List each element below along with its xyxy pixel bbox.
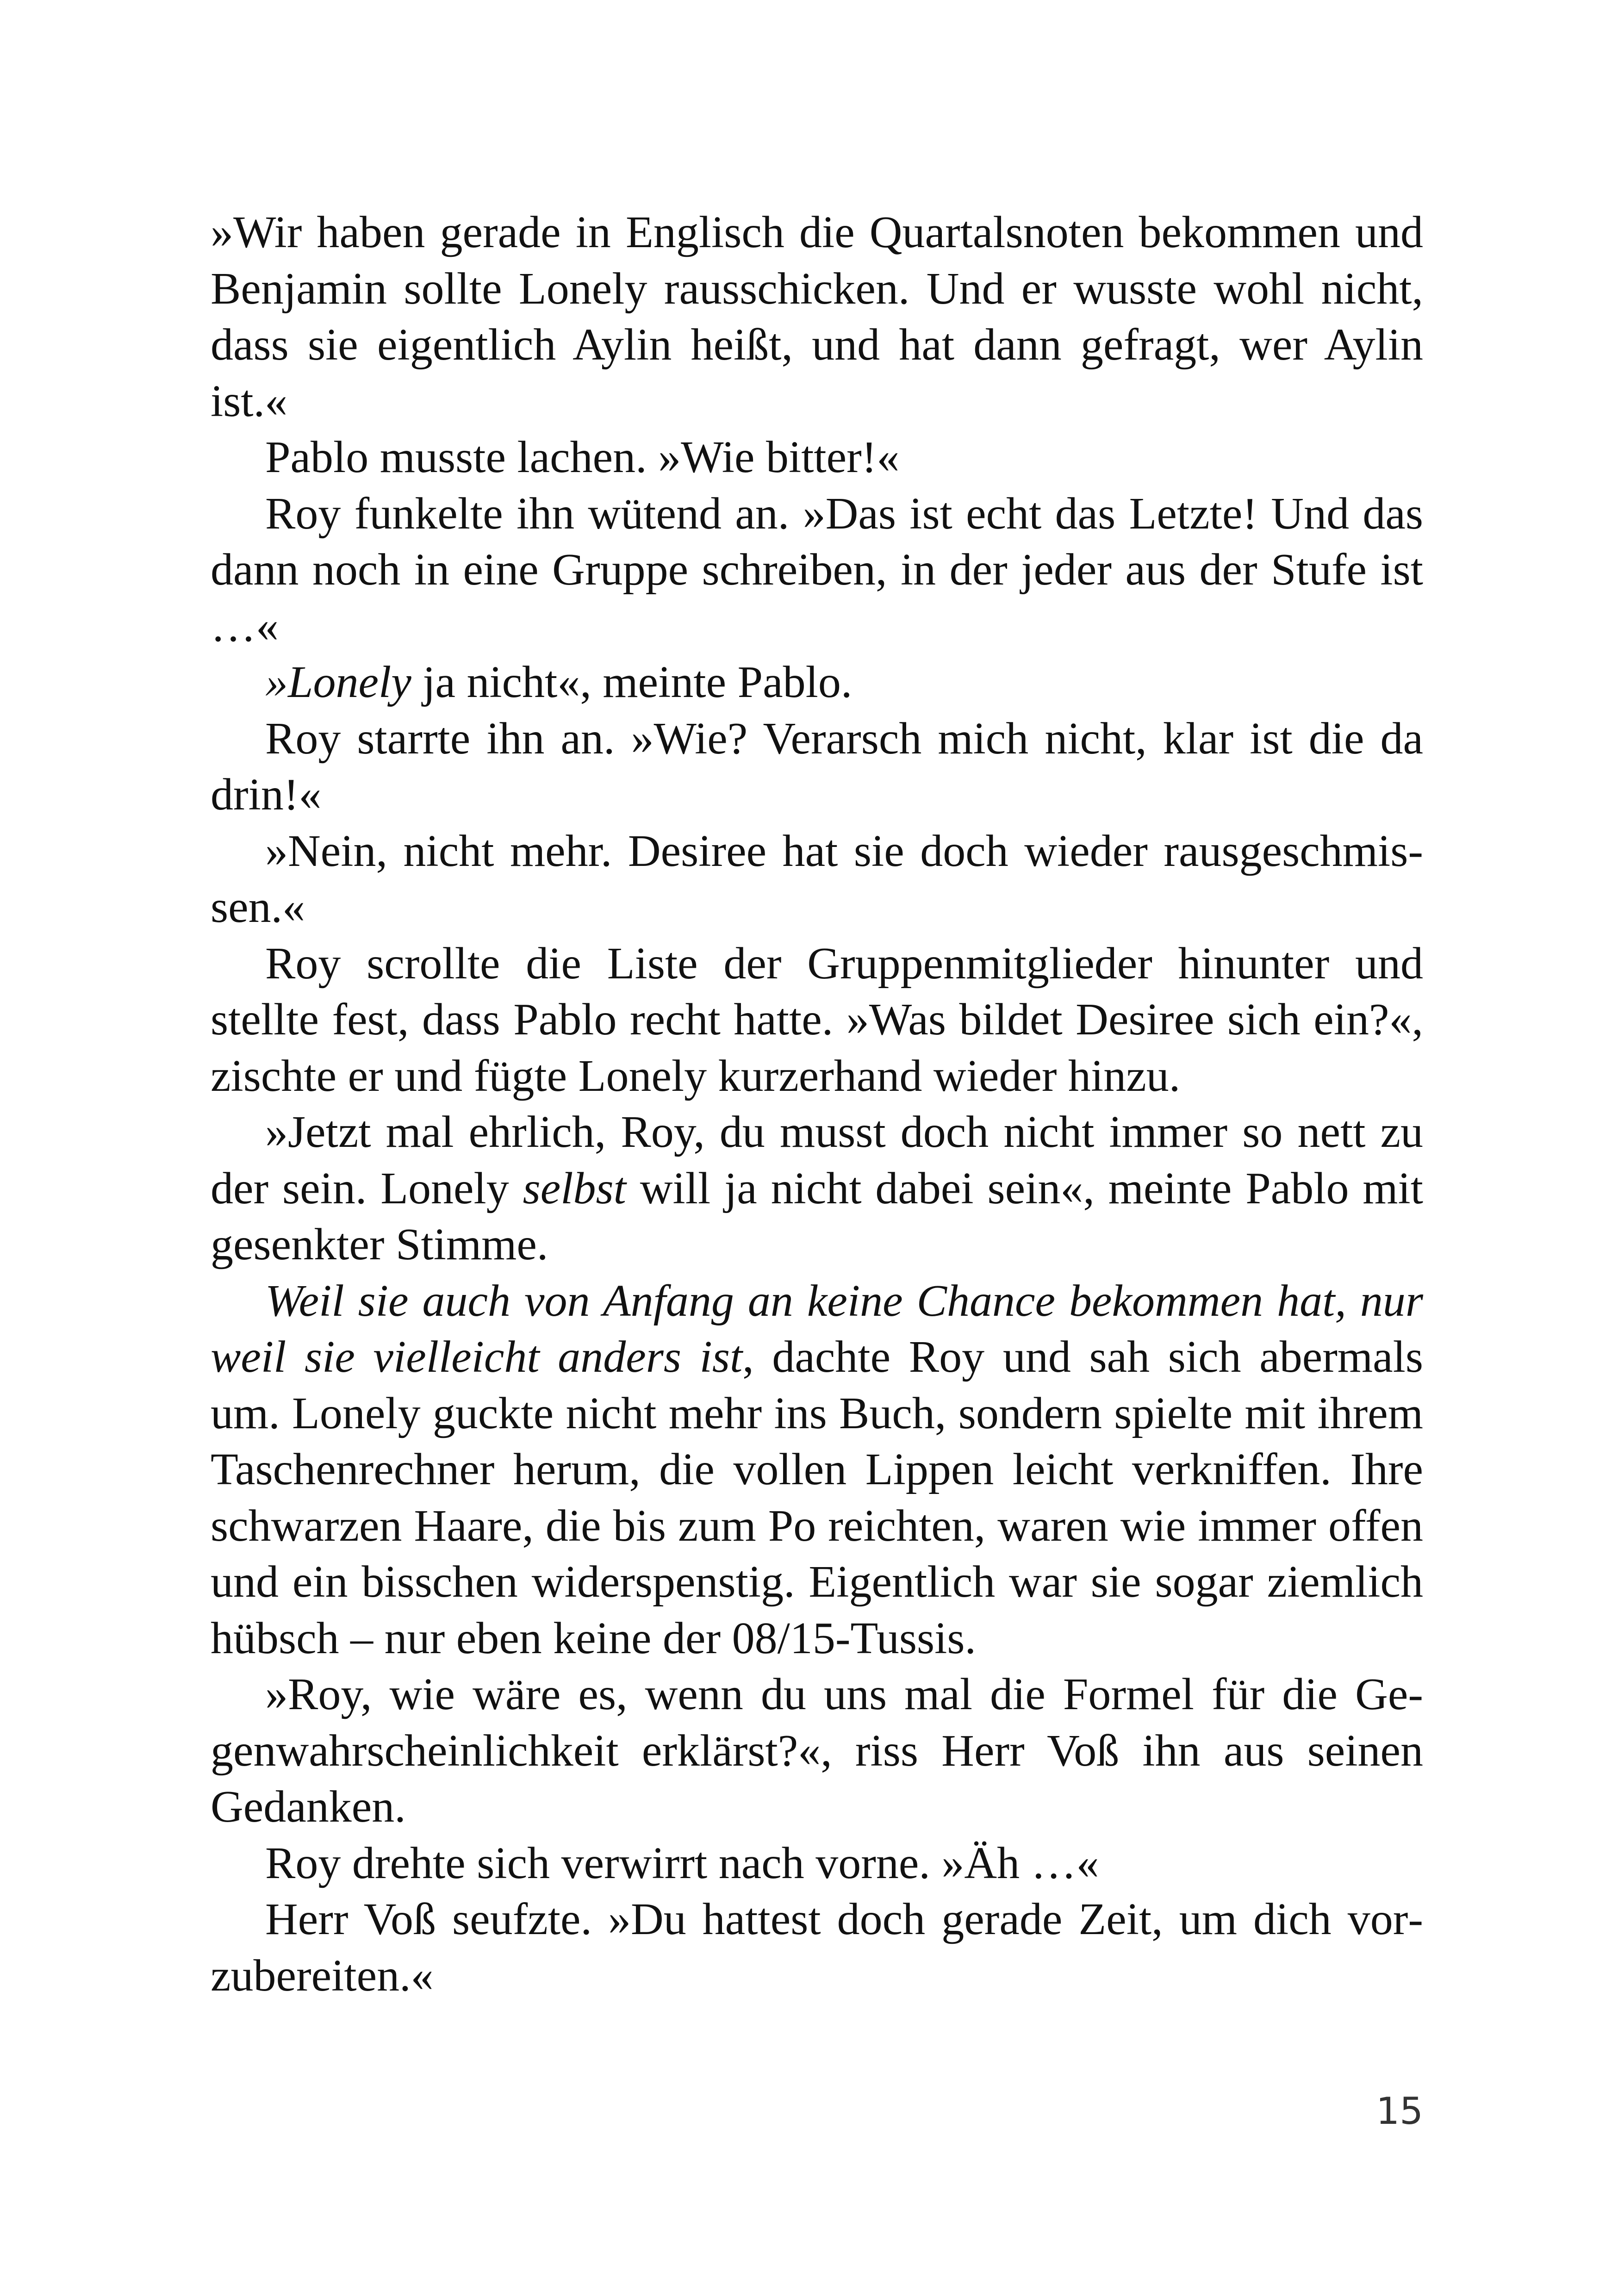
- text-run: Pablo musste lachen. »Wie bitter!«: [265, 432, 900, 482]
- paragraph: [211, 1836, 1423, 1892]
- paragraph: [211, 711, 1423, 823]
- text-run: will ja nicht dabei sein«, meinte Pablo mit gesenkter Stimme.: [211, 1163, 1423, 1269]
- text-run: Roy funkelte ihn wütend an. »Das ist echt das Letzte! Und das dann noch in eine Gruppe schreiben, in der jeder aus der Stufe ist …«: [211, 488, 1423, 651]
- paragraph: [211, 1892, 1423, 2004]
- paragraph: [211, 429, 1423, 486]
- paragraph: [211, 486, 1423, 655]
- text-run: Herr Voß seufzte. »Du hattest doch gerade Zeit, um dich vorzubereiten.«: [211, 1894, 1423, 2001]
- text-run: »Wir haben gerade in Englisch die Quartalsnoten bekommen und Benjamin sollte Lonely rausschicken. Und er wusste wohl nicht, dass sie eigentlich Aylin heißt, und hat dann gefragt, wer Aylin ist.«: [211, 207, 1423, 426]
- text-run: Roy scrollte die Liste der Gruppenmitglieder hinunter und stellte fest, dass Pablo recht hatte. »Was bildet Desiree sich ein?«, zischte er und fügte Lonely kurzerhand wieder hinzu.: [211, 938, 1423, 1101]
- italic-text-run: Weil sie auch von Anfang an keine Chance bekommen hat, nur weil sie vielleicht anders ist: [211, 1276, 1423, 1382]
- paragraph: [211, 1104, 1423, 1273]
- text-run: Roy drehte sich verwirrt nach vorne. »Äh …«: [265, 1838, 1099, 1888]
- text-run: , dachte Roy und sah sich abermals um. Lonely guckte nicht mehr ins Buch, sondern spielte mit ihrem Taschenrechner herum, die vollen Lippen leicht verkniffen. Ihre schwarzen Haare, die bis zum Po reichten, waren wie immer offen und ein bisschen widerspenstig. Eigentlich war sie sogar ziemlich hübsch – nur eben keine der 08/15-Tussis.: [211, 1332, 1423, 1663]
- text-run: »Jetzt mal ehrlich, Roy, du musst doch nicht immer so nett zu der sein. Lonely: [211, 1107, 1423, 1213]
- paragraph: [211, 936, 1423, 1105]
- paragraph: [211, 205, 1423, 429]
- paragraph: [211, 1273, 1423, 1667]
- paragraph: [211, 654, 1423, 711]
- text-run: »Roy, wie wäre es, wenn du uns mal die Formel für die Gegenwahrscheinlichkeit erklärst?«, riss Herr Voß ihn aus seinen Gedanken.: [211, 1669, 1423, 1832]
- page-number: 15: [1376, 2090, 1423, 2133]
- italic-text-run: »Lonely: [265, 657, 411, 707]
- text-run: ja nicht«, meinte Pablo.: [411, 657, 853, 707]
- text-run: Roy starrte ihn an. »Wie? Verarsch mich nicht, klar ist die da drin!«: [211, 713, 1423, 820]
- italic-text-run: selbst: [523, 1163, 626, 1213]
- paragraph: [211, 823, 1423, 936]
- paragraph: [211, 1667, 1423, 1836]
- text-run: »Nein, nicht mehr. Desiree hat sie doch wieder rausgeschmissen.«: [211, 826, 1423, 932]
- body-text: [211, 205, 1423, 2004]
